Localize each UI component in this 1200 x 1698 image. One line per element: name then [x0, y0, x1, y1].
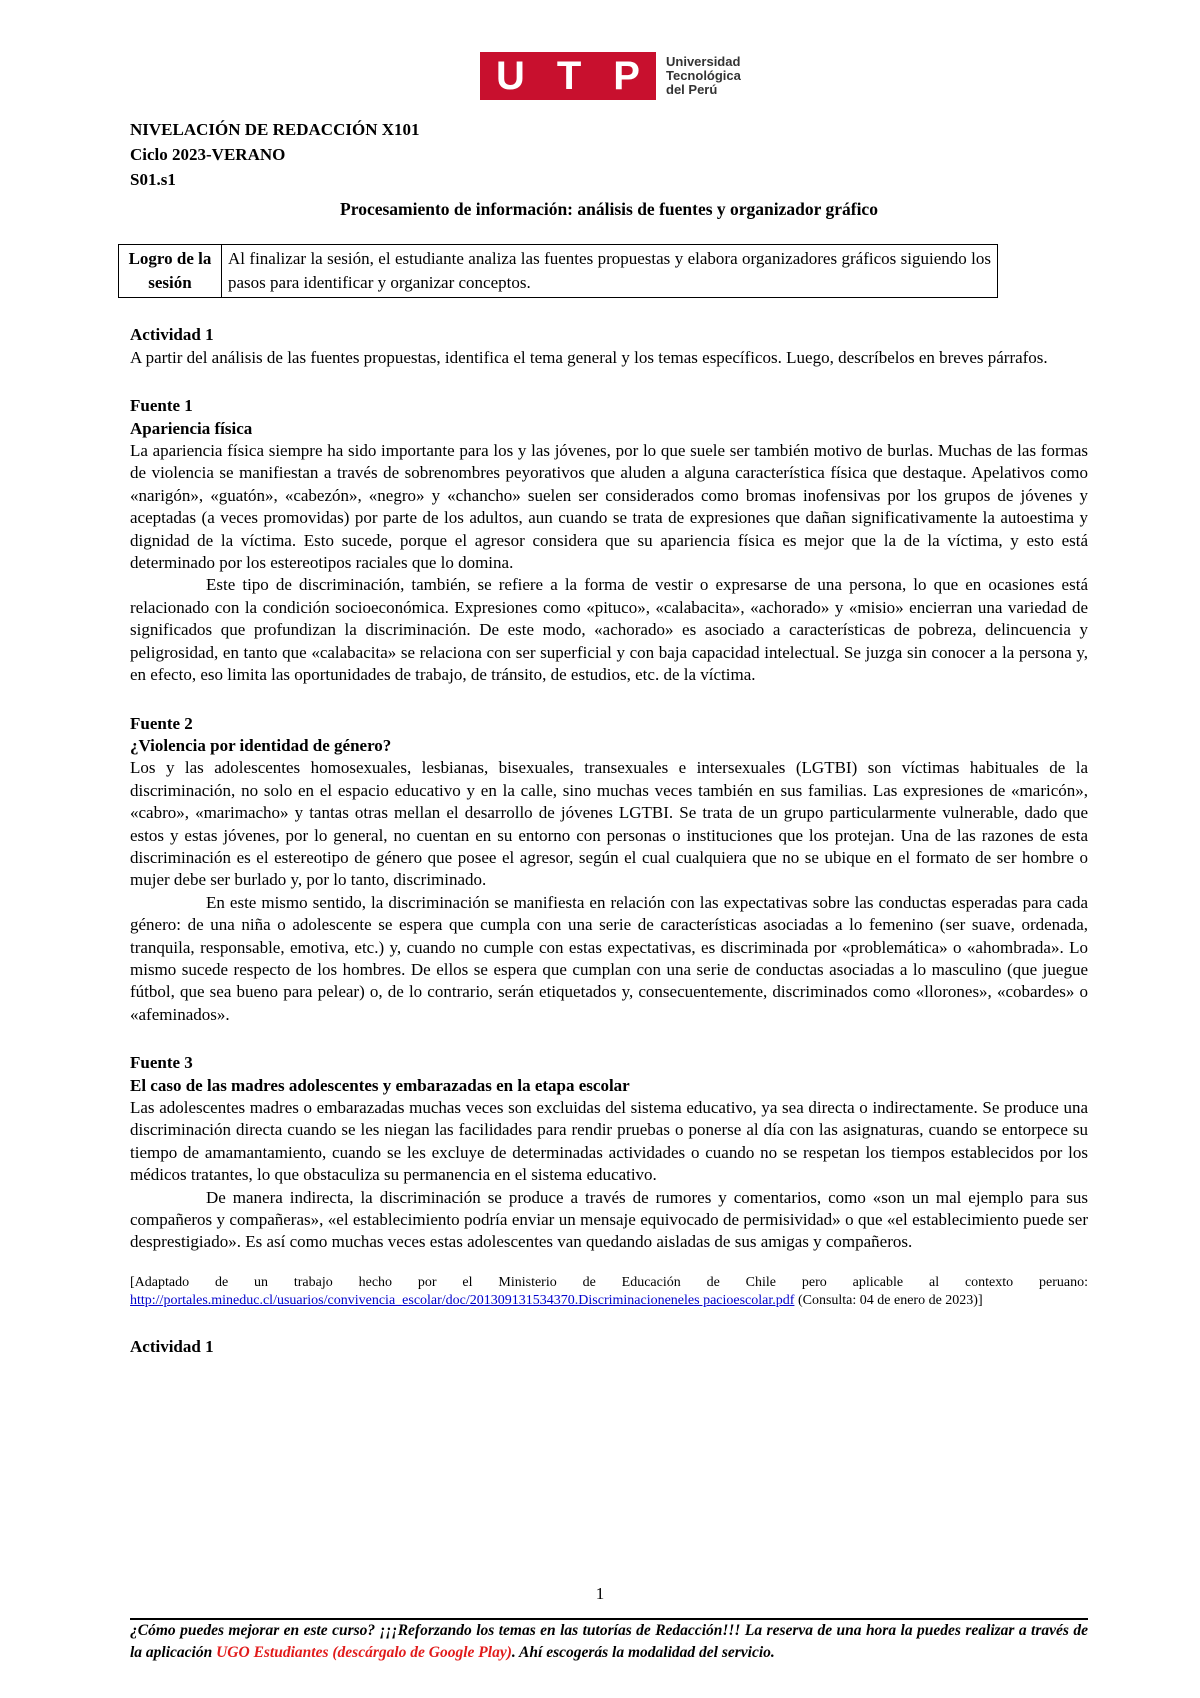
logo-line-3: del Perú: [666, 82, 718, 97]
cycle: Ciclo 2023-VERANO: [130, 145, 286, 164]
session-code: S01.s1: [130, 170, 176, 189]
fuente-1-title: Apariencia física: [130, 418, 253, 438]
fuente-2-paragraph-2: En este mismo sentido, la discriminación se manifiesta en relación con las expectativas sobre las conductas esperadas para cada género: de una niña o adolescente se espera que cumpla con una serie de características asociadas a lo femenino (ser suave, ordenada, tranquila, responsable, emotiva, etc.) y, cuando no cumple con estas expectativas, es discriminada por «problemática» o «ahombrada». Lo mismo sucede respecto de los hombres. De ellos se espera que cumplan con una serie de conductas asociadas a lo masculino (que juegue fútbol, que sea bueno para pelear) o, de lo contrario, serán etiquetados y, consecuentemente, discriminados como «llorones», «cobardes» o «afeminados».: [130, 892, 1088, 1024]
footer-text-2: . Ahí escogerás la modalidad del servicio.: [511, 1644, 775, 1661]
fuente-2-paragraph-1: Los y las adolescentes homosexuales, lesbianas, bisexuales, transexuales e intersexuales (LGTBI) son víctimas habituales de la discriminación, no solo en el espacio educativo y en la calle, sino muchas veces también en sus familias. Las expresiones de «maricón», «cabro», «marimacho» y tantas otras mellan el desarrollo de jóvenes LGTBI. Se trata de un grupo particularmente vulnerable, dado que estos y estas jóvenes, por lo general, no cuentan en su entorno con personas o instituciones que los protejan. Una de las razones de esta discriminación es el estereotipo de género que posee el agresor, según el cual cualquiera que no se ubique en el formato de ser hombre o mujer debe ser burlado y, por lo tanto, discriminado.: [130, 758, 1088, 890]
reference-text-after: (Consulta: 04 de enero de 2023)]: [794, 1292, 983, 1308]
utp-logo: [480, 52, 741, 100]
utp-logo-mark: [480, 52, 656, 100]
course-name: NIVELACIÓN DE REDACCIÓN X101: [130, 120, 420, 139]
logo-letter-p: P: [613, 54, 640, 98]
source-reference: [130, 1274, 1088, 1310]
fuente-3-section: [130, 1052, 1088, 1254]
logro-label: Logro de la sesión: [119, 245, 222, 298]
fuente-2-title: ¿Violencia por identidad de género?: [130, 735, 392, 755]
footer-app-highlight: UGO Estudiantes (descárgalo de Google Play): [216, 1644, 512, 1661]
logro-text: Al finalizar la sesión, el estudiante analiza las fuentes propuestas y elabora organizadores gráficos siguiendo los pasos para identificar y organizar conceptos.: [222, 245, 998, 298]
fuente-1-section: [130, 395, 1088, 686]
footer-note: [130, 1620, 1088, 1664]
actividad-1-heading: Actividad 1: [130, 325, 214, 345]
document-body: [130, 117, 1088, 1358]
logo-letter-u: U: [495, 54, 525, 98]
reference-text-before: [Adaptado de un trabajo hecho por el Ministerio de Educación de Chile pero aplicable al contexto peruano:: [130, 1274, 1088, 1290]
fuente-3-label: Fuente 3: [130, 1053, 193, 1073]
fuente-3-title: El caso de las madres adolescentes y embarazadas en la etapa escolar: [130, 1075, 630, 1095]
actividad-1-section: [130, 324, 1088, 369]
fuente-3-paragraph-1: Las adolescentes madres o embarazadas muchas veces son excluidas del sistema educativo, ya sea directa o indirectamente. Se produce una discriminación directa cuando se les niegan las facilidades para rendir pruebas o ponerse al día con las asignaturas, cuando se entorpece su tiempo de amamantamiento, cuando se les excluye de determinadas actividades o cuando no se respetan los tiempos establecidos por los médicos tratantes, lo que obstaculiza su permanencia en el sistema educativo.: [130, 1098, 1088, 1185]
reference-link[interactable]: http://portales.mineduc.cl/usuarios/convivencia_escolar/doc/201309131534370.Discriminacioneneles pacioescolar.pdf: [130, 1292, 795, 1308]
document-title: Procesamiento de información: análisis de fuentes y organizador gráfico: [340, 199, 878, 219]
fuente-1-label: Fuente 1: [130, 396, 193, 416]
fuente-3-paragraph-2: De manera indirecta, la discriminación se produce a través de rumores y comentarios, como «son un mal ejemplo para sus compañeros y compañeras», «el establecimiento podría enviar un mensaje equivocado de permisividad» o que «el establecimiento puede ser desprestigiado». Es así como muchas veces estas adolescentes van quedando aisladas de sus amigas y compañeros.: [130, 1187, 1088, 1252]
logo-line-2: Tecnológica: [666, 68, 741, 83]
actividad-1-repeat-heading: Actividad 1: [130, 1336, 214, 1356]
fuente-2-section: [130, 713, 1088, 1027]
page-number: 1: [595, 1584, 605, 1603]
fuente-1-paragraph-2: Este tipo de discriminación, también, se refiere a la forma de vestir o expresarse de una persona, lo que en ocasiones está relacionado con la condición socioeconómica. Expresiones como «pituco», «calabacita», «achorado» y «misio» encierran una variedad de significados que profundizan la discriminación. De este modo, «achorado» es asociado a características de pobreza, delincuencia y peligrosidad, en tanto que «calabacita» se relaciona con ser superficial y con baja capacidad intelectual. Se juzga sin conocer a la persona y, en efecto, eso limita las oportunidades de trabajo, de tránsito, de estudios, etc. de la víctima.: [130, 575, 1088, 685]
fuente-1-paragraph-1: La apariencia física siempre ha sido importante para los y las jóvenes, por lo que suele ser también motivo de burlas. Muchas de las formas de violencia se manifiestan a través de sobrenombres peyorativos que aluden a alguna característica física que destaque. Apelativos como «narigón», «guatón», «cabezón», «negro» y «chancho» suelen ser considerados como bromas inofensivas por los grupos de jóvenes y aceptadas (a veces promovidas) por parte de los adultos, aun cuando se trata de expresiones que dañan significativamente la autoestima y dignidad de la víctima. Esto sucede, porque el agresor considera que su apariencia física es mejor que la de la víctima, y esto está determinado por los estereotipos raciales que lo domina.: [130, 441, 1088, 573]
logo-line-1: Universidad: [666, 54, 741, 69]
footer-text-1: ¿Cómo puedes mejorar en este curso? ¡¡¡Reforzando los temas en las tutorías de Redacción!!! La reserva de una hora la puedes realizar a través de la aplicación: [130, 1622, 1088, 1661]
fuente-2-label: Fuente 2: [130, 713, 193, 733]
actividad-1-instructions: A partir del análisis de las fuentes propuestas, identifica el tema general y los temas específicos. Luego, descríbelos en breves párrafos.: [130, 347, 1048, 367]
logo-institution-name: [666, 55, 741, 97]
logro-table: [118, 244, 998, 298]
logo-letter-t: T: [556, 54, 582, 98]
